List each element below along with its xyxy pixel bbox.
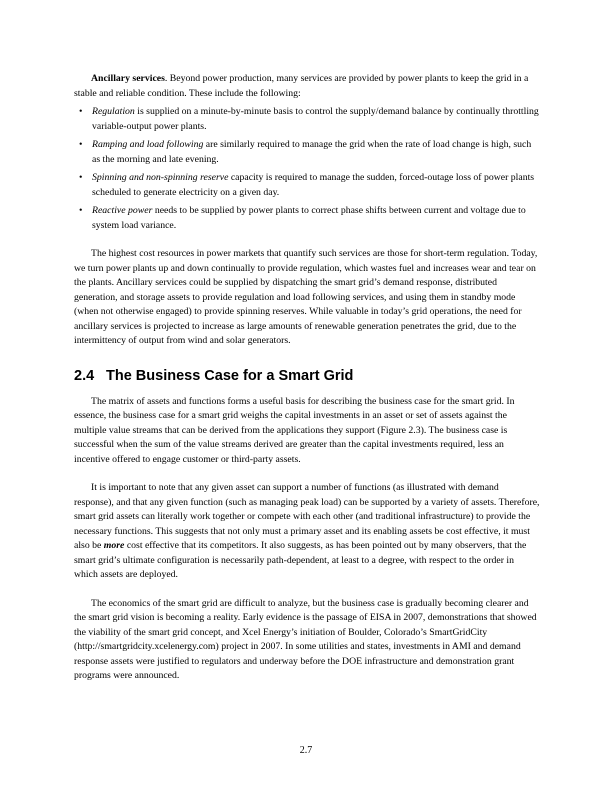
ancillary-lead: Ancillary services xyxy=(91,73,165,84)
list-item-term: Ramping and load following xyxy=(92,139,204,150)
page-number: 2.7 xyxy=(299,745,313,756)
important-text-after: cost effective that its competitors. It also suggests, as has been pointed out by many observers, that the smart grid’s ultimate configuration is necessarily path-dependent, at least to a degree, with respect to the order in which assets are deployed. xyxy=(74,540,527,580)
list-item-text: needs to be supplied by power plants to correct phase shifts between current and voltage due to system load variance. xyxy=(92,205,526,231)
list-item-text: is supplied on a minute-by-minute basis to control the supply/demand balance by continually throttling variable-output power plants. xyxy=(92,106,539,132)
list-item-reactive-power xyxy=(74,204,540,233)
list-item-ramping xyxy=(74,138,540,167)
bullet-icon: • xyxy=(79,139,83,150)
cost-paragraph: The highest cost resources in power markets that quantify such services are those for short-term regulation. Today, we turn power plants up and down continually to provide regulation, which wastes fuel and increases wear and tear on the plants. Ancillary services could be supplied by dispatching the smart grid’s demand response, distributed generation, and storage assets to provide regulation and load following services, and using them in standby mode (when not otherwise engaged) to provide spinning reserves. While valuable in today’s grid operations, the need for ancillary services is projected to increase as large amounts of renewable generation penetrates the grid, due to the intermittency of output from wind and solar generators. xyxy=(74,248,538,346)
matrix-paragraph: The matrix of assets and functions forms a useful basis for describing the business case for the smart grid. In essence, the business case for a smart grid weighs the capital investments in an asset or set of assets against the multiple value streams that can be derived from the applications they support (Figure 2.3). The business case is successful when the sum of the value streams derived are greater than the capital investments required, less an incentive offered to engage customer or third-party assets. xyxy=(74,395,515,465)
list-item-term: Spinning and non-spinning reserve xyxy=(92,172,229,183)
bullet-icon: • xyxy=(79,172,83,183)
list-item-term: Regulation xyxy=(92,106,135,117)
economics-paragraph: The economics of the smart grid are difficult to analyze, but the business case is gradually becoming clearer and the smart grid vision is becoming a reality. Early evidence is the passage of EISA in 2007, demonstrations that showed the viability of the smart grid concept, and Xcel Energy’s initiation of Boulder, Colorado’s SmartGridCity (http://smartgridcity.xcelenergy.com) project in 2007. In some utilities and states, investments in AMI and demand response assets were justified to regulators and underway before the DOE infrastructure and demonstration grant programs were announced. xyxy=(74,597,537,681)
section-number: 2.4 xyxy=(74,367,95,384)
ancillary-text: . Beyond power production, many services are provided by power plants to keep the grid in a stable and reliable condition. These include the following: xyxy=(74,73,529,99)
important-paragraph xyxy=(74,481,540,583)
ancillary-services-list xyxy=(74,105,540,233)
section-heading xyxy=(74,367,540,385)
bullet-icon: • xyxy=(79,205,83,216)
important-text-before: It is important to note that any given asset can support a number of functions (as illustrated with demand response), and that any given function (such as managing peak load) can be supported by a variety of assets. Therefore, smart grid assets can literally work together or compete with each other (and traditional infrastructure) to provide the necessary functions. This suggests that not only must a primary asset and its enabling assets be cost effective, it must also be xyxy=(74,482,540,551)
ancillary-paragraph xyxy=(74,72,540,101)
bullet-icon: • xyxy=(79,106,83,117)
list-item-text: capacity is required to manage the sudden, forced-outage loss of power plants scheduled to generate electricity on a given day. xyxy=(92,172,535,198)
section-title: The Business Case for a Smart Grid xyxy=(106,367,354,384)
page-content xyxy=(74,72,540,684)
important-emphasis: more xyxy=(103,540,125,551)
list-item-regulation xyxy=(74,105,540,134)
list-item-term: Reactive power xyxy=(92,205,153,216)
list-item-reserve xyxy=(74,171,540,200)
list-item-text: are similarly required to manage the grid when the rate of load change is high, such as the morning and late evening. xyxy=(92,139,532,165)
